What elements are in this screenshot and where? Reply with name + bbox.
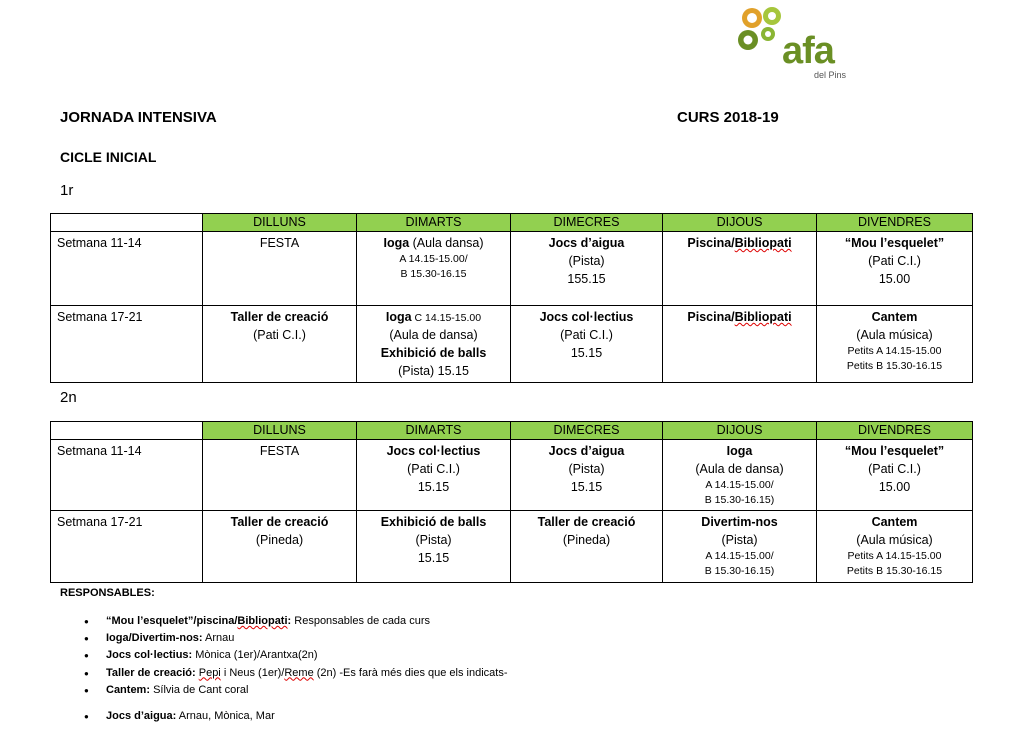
cell-thursday <box>663 440 817 511</box>
list-item <box>84 666 508 683</box>
list-item <box>84 648 508 665</box>
item-key: “Mou l’esquelet”/piscina/ <box>106 615 238 627</box>
item-key-bibliopati: Bibliopati <box>237 615 288 627</box>
schedule-table-1r <box>50 213 973 383</box>
activity-time: Petits A 14.15-15.00 <box>847 550 942 562</box>
cell-monday <box>203 306 357 383</box>
cycle-title: CICLE INICIAL <box>60 149 157 165</box>
cell-thursday <box>663 306 817 383</box>
item-name-reme: Reme <box>284 666 314 679</box>
item-text: (2n) -Es farà més dies que els indicats- <box>313 666 508 679</box>
header-friday: DIVENDRES <box>817 422 973 440</box>
grade-2-label: 2n <box>60 389 77 406</box>
header-tuesday: DIMARTS <box>357 422 511 440</box>
activity-name-2: Exhibició de balls <box>380 346 487 360</box>
item-key-colon: : <box>287 615 292 627</box>
table-row <box>51 511 973 583</box>
activity-time: A 14.15-15.00/ <box>399 253 468 265</box>
table-header-row <box>51 422 973 440</box>
cell-tuesday <box>357 511 511 583</box>
cell-thursday <box>663 511 817 583</box>
header-blank-cell <box>51 422 203 440</box>
activity-place: (Pista) <box>568 254 605 268</box>
activity-time: 15.15 <box>570 346 603 360</box>
week-label: Setmana 11-14 <box>51 440 203 511</box>
activity-name: FESTA <box>259 444 300 458</box>
list-item <box>84 631 508 648</box>
cell-wednesday <box>511 511 663 583</box>
activity-time: B 15.30-16.15) <box>704 565 775 577</box>
activity-time: 15.15 <box>570 480 603 494</box>
header-wednesday: DIMECRES <box>511 214 663 232</box>
responsables-list <box>84 614 508 726</box>
afa-logo <box>738 4 858 80</box>
item-text: Arnau, Mònica, Mar <box>176 709 275 722</box>
cell-thursday <box>663 232 817 306</box>
responsables-title: RESPONSABLES: <box>60 587 155 599</box>
activity-place: (Pista) <box>721 533 758 547</box>
activity-time: 15.00 <box>878 480 911 494</box>
item-key: Jocs col·lectius: <box>106 649 193 662</box>
cell-friday <box>817 511 973 583</box>
activity-name: Piscina/ <box>687 310 735 324</box>
activity-place: (Pista) <box>415 533 452 547</box>
table-row <box>51 306 973 383</box>
activity-name: Jocs d’aigua <box>548 444 625 458</box>
activity-name-bibliopati: Bibliopati <box>734 236 792 250</box>
cell-monday <box>203 440 357 511</box>
week-label: Setmana 17-21 <box>51 306 203 383</box>
activity-place: (Pati C.I.) <box>407 462 460 476</box>
activity-name: “Mou l’esquelet” <box>844 236 945 250</box>
activity-place: (Aula música) <box>856 328 933 342</box>
activity-time: Petits A 14.15-15.00 <box>847 345 942 357</box>
list-item <box>84 683 508 700</box>
item-key: Ioga/Divertim-nos: <box>106 632 203 645</box>
activity-time: 15.15 <box>417 480 450 494</box>
list-item <box>84 709 508 726</box>
activity-name: FESTA <box>259 236 300 250</box>
activity-name: Ioga <box>385 310 412 324</box>
activity-name: Divertim-nos <box>701 515 778 529</box>
activity-time: A 14.15-15.00/ <box>705 479 774 491</box>
cell-wednesday <box>511 306 663 383</box>
cell-tuesday <box>357 306 511 383</box>
logo-subtext: del Pins <box>814 70 847 80</box>
logo-text: afa <box>782 30 834 72</box>
item-text: i Neus (1er)/ <box>220 666 285 679</box>
header-friday: DIVENDRES <box>817 214 973 232</box>
header-tuesday: DIMARTS <box>357 214 511 232</box>
week-label: Setmana 11-14 <box>51 232 203 306</box>
activity-name: Cantem <box>871 310 918 324</box>
cell-tuesday <box>357 440 511 511</box>
activity-name: Jocs d’aigua <box>548 236 625 250</box>
course-year: CURS 2018-19 <box>677 109 779 126</box>
activity-place: (Aula de dansa) <box>389 328 478 342</box>
cell-wednesday <box>511 232 663 306</box>
activity-place: (Pati C.I.) <box>560 328 613 342</box>
activity-name: Cantem <box>871 515 918 529</box>
activity-time: 15.00 <box>878 272 911 286</box>
cell-friday <box>817 306 973 383</box>
activity-name: “Mou l’esquelet” <box>844 444 945 458</box>
cell-tuesday <box>357 232 511 306</box>
activity-place: (Pineda) <box>255 533 304 547</box>
activity-name: Taller de creació <box>230 310 329 324</box>
header-monday: DILLUNS <box>203 214 357 232</box>
header-monday: DILLUNS <box>203 422 357 440</box>
item-text: Sílvia de Cant coral <box>150 683 249 696</box>
item-name-pepi: Pepi <box>198 666 221 679</box>
item-key: Taller de creació: <box>106 666 196 679</box>
cell-wednesday <box>511 440 663 511</box>
activity-time: B 15.30-16.15) <box>704 494 775 506</box>
activity-time: C 14.15-15.00 <box>411 312 482 324</box>
item-text: Arnau <box>202 632 235 645</box>
table-row <box>51 440 973 511</box>
item-text: Responsables de cada curs <box>291 615 431 627</box>
table-row <box>51 232 973 306</box>
activity-place: (Pati C.I.) <box>253 328 306 342</box>
activity-time: B 15.30-16.15 <box>400 268 467 280</box>
activity-name: Taller de creació <box>537 515 636 529</box>
cell-friday <box>817 232 973 306</box>
item-key: Cantem: <box>106 683 151 696</box>
activity-time: 15.15 <box>417 551 450 565</box>
header-thursday: DIJOUS <box>663 422 817 440</box>
activity-place: (Aula dansa) <box>409 236 484 250</box>
activity-name: Taller de creació <box>230 515 329 529</box>
activity-place-2: (Pista) 15.15 <box>398 364 469 378</box>
item-text: Mònica (1er)/Arantxa(2n) <box>192 649 318 662</box>
activity-place: (Aula de dansa) <box>695 462 784 476</box>
header-wednesday: DIMECRES <box>511 422 663 440</box>
cell-monday <box>203 511 357 583</box>
schedule-table-2n <box>50 421 973 583</box>
activity-time: A 14.15-15.00/ <box>705 550 774 562</box>
item-key: Jocs d’aigua: <box>106 709 177 722</box>
activity-place: (Pista) <box>568 462 605 476</box>
cell-friday <box>817 440 973 511</box>
header-thursday: DIJOUS <box>663 214 817 232</box>
activity-time: Petits B 15.30-16.15 <box>846 360 943 372</box>
activity-name-bibliopati: Bibliopati <box>734 310 792 324</box>
activity-time: 155.15 <box>567 272 606 286</box>
activity-name: Jocs col·lectius <box>386 444 481 458</box>
week-label: Setmana 17-21 <box>51 511 203 583</box>
activity-name: Exhibició de balls <box>380 515 487 529</box>
activity-name: Ioga <box>726 444 753 458</box>
activity-name: Piscina/ <box>687 236 735 250</box>
list-item <box>84 614 508 631</box>
activity-place: (Pineda) <box>562 533 611 547</box>
cell-monday <box>203 232 357 306</box>
activity-time: Petits B 15.30-16.15 <box>846 565 943 577</box>
activity-name: Ioga <box>383 236 410 250</box>
grade-1-label: 1r <box>60 182 74 199</box>
activity-place: (Pati C.I.) <box>868 254 921 268</box>
document-title: JORNADA INTENSIVA <box>60 109 217 126</box>
table-header-row <box>51 214 973 232</box>
header-blank-cell <box>51 214 203 232</box>
activity-place: (Aula música) <box>856 533 933 547</box>
activity-place: (Pati C.I.) <box>868 462 921 476</box>
activity-name: Jocs col·lectius <box>539 310 634 324</box>
